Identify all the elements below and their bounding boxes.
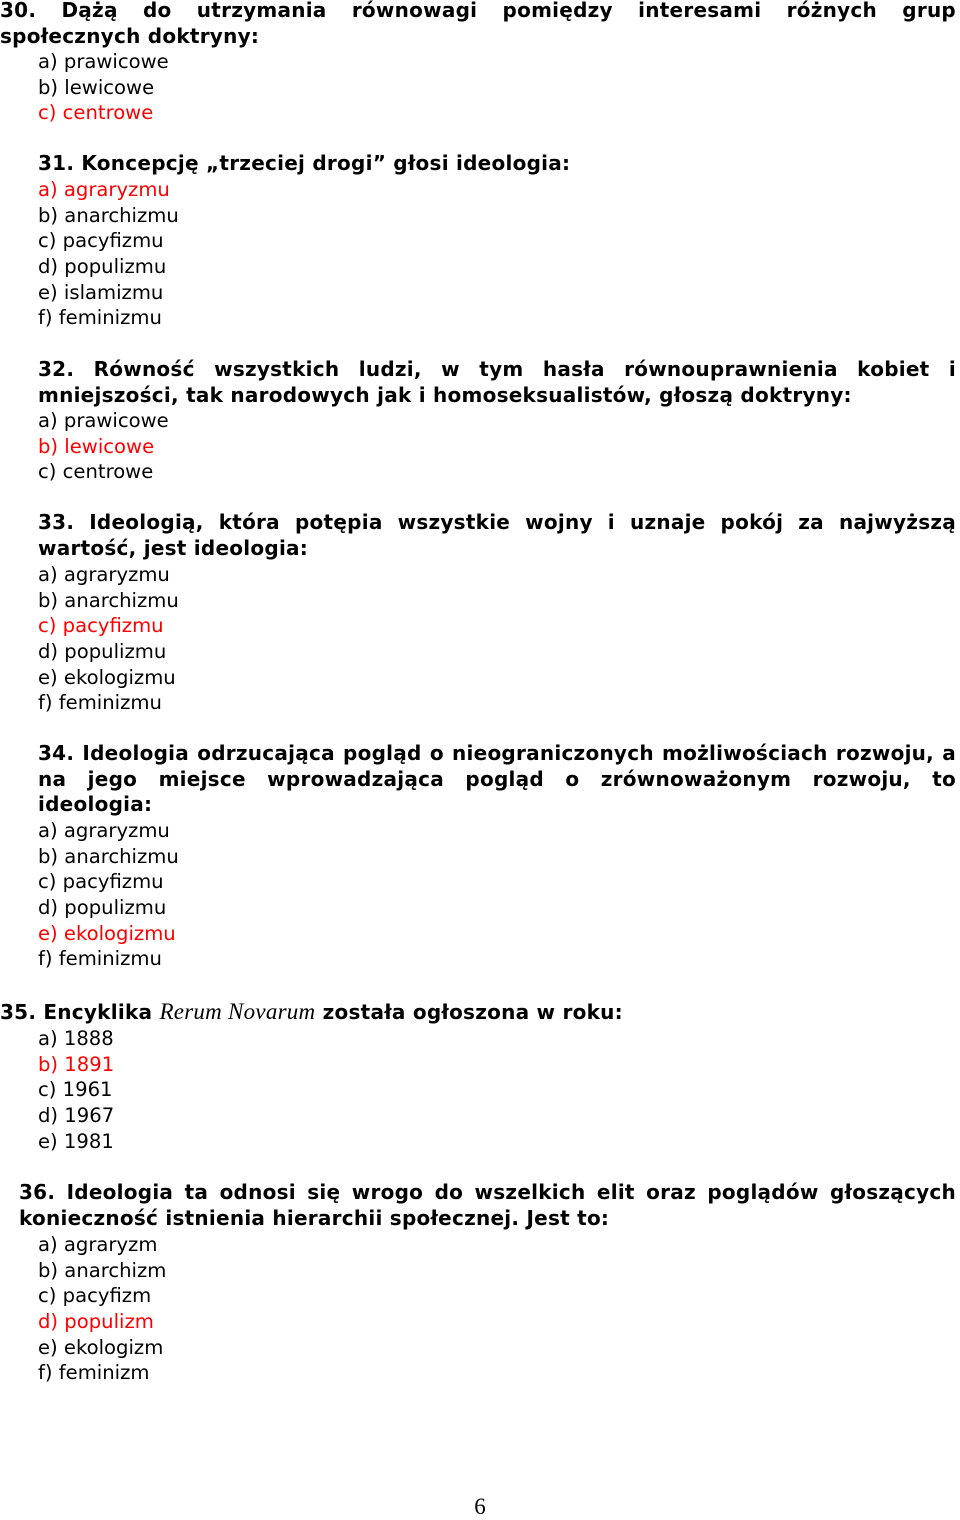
page-number: 6 [474, 1494, 486, 1519]
question-stem: 34. Ideologia odrzucająca pogląd o nieograniczonych możliwościach rozwoju, a na jego miejsce wprowadzająca pogląd o zrównoważonym rozwoju, to ideologia: [38, 741, 956, 817]
answer-option-d: d) populizmu [38, 896, 167, 920]
answer-option-f: f) feminizmu [38, 691, 162, 715]
answer-option-b-correct: b) 1891 [38, 1052, 115, 1076]
answer-option-a: a) prawicowe [38, 409, 169, 432]
answer-list [38, 818, 179, 972]
answer-option-a: a) agraryzmu [38, 819, 170, 842]
answer-option-c: c) pacyfizmu [38, 870, 164, 894]
answer-option-e: e) ekologizmu [38, 665, 176, 689]
answer-option-a-correct: a) agraryzmu [38, 178, 170, 201]
question-stem: 33. Ideologią, która potępia wszystkie wojny i uznaje pokój za najwyższą wartość, jest ideologia: [38, 510, 956, 560]
answer-option-b: b) anarchizmu [38, 844, 179, 868]
answer-list [38, 562, 179, 716]
answer-option-b: b) anarchizmu [38, 588, 179, 612]
question-stem [0, 999, 956, 1026]
answer-option-e: e) ekologizm [38, 1335, 164, 1359]
answer-option-e-correct: e) ekologizmu [38, 921, 176, 945]
answer-option-a: a) prawicowe [38, 50, 169, 73]
question-stem: 30. Dążą do utrzymania równowagi pomiędzy interesami różnych grup społecznych doktryny: [0, 0, 956, 48]
answer-option-f: f) feminizm [38, 1361, 150, 1385]
answer-option-c: c) 1961 [38, 1078, 113, 1102]
answer-option-d: d) populizmu [38, 255, 167, 279]
answer-option-a: a) 1888 [38, 1027, 114, 1050]
answer-option-c-correct: c) pacyfizmu [38, 614, 164, 638]
answer-option-c: c) pacyfizm [38, 1284, 152, 1308]
answer-list [38, 1026, 114, 1154]
answer-list [38, 177, 179, 331]
question-stem-start: 35. Encyklika [0, 1000, 160, 1024]
question-stem-end: została ogłoszona w roku: [315, 1000, 623, 1024]
encyclical-title: Rerum Novarum [159, 999, 316, 1024]
answer-option-c: c) centrowe [38, 460, 154, 484]
answer-option-a: a) agraryzmu [38, 563, 170, 586]
answer-option-d-correct: d) populizm [38, 1310, 154, 1334]
answer-option-d: d) populizmu [38, 640, 167, 664]
answer-option-c-correct: c) centrowe [38, 101, 154, 125]
answer-option-e: e) 1981 [38, 1129, 114, 1153]
answer-option-e: e) islamizmu [38, 280, 164, 304]
answer-option-b-correct: b) lewicowe [38, 434, 155, 458]
answer-option-b: b) anarchizmu [38, 203, 179, 227]
answer-list [38, 1232, 166, 1386]
answer-option-f: f) feminizmu [38, 306, 162, 330]
answer-option-a: a) agraryzm [38, 1233, 158, 1256]
answer-option-c: c) pacyfizmu [38, 229, 164, 253]
answer-option-b: b) lewicowe [38, 75, 155, 99]
question-stem: 36. Ideologia ta odnosi się wrogo do wszelkich elit oraz poglądów głoszących konieczność istnienia hierarchii społecznej. Jest to: [19, 1180, 956, 1230]
question-stem: 31. Koncepcję „trzeciej drogi” głosi ideologia: [38, 151, 571, 175]
answer-option-b: b) anarchizm [38, 1258, 167, 1282]
answer-option-d: d) 1967 [38, 1104, 115, 1128]
answer-list [38, 408, 169, 485]
question-stem: 32. Równość wszystkich ludzi, w tym hasła równouprawnienia kobiet i mniejszości, tak narodowych jak i homoseksualistów, głoszą doktryny: [38, 357, 956, 407]
answer-option-f: f) feminizmu [38, 947, 162, 971]
answer-list [38, 49, 169, 126]
